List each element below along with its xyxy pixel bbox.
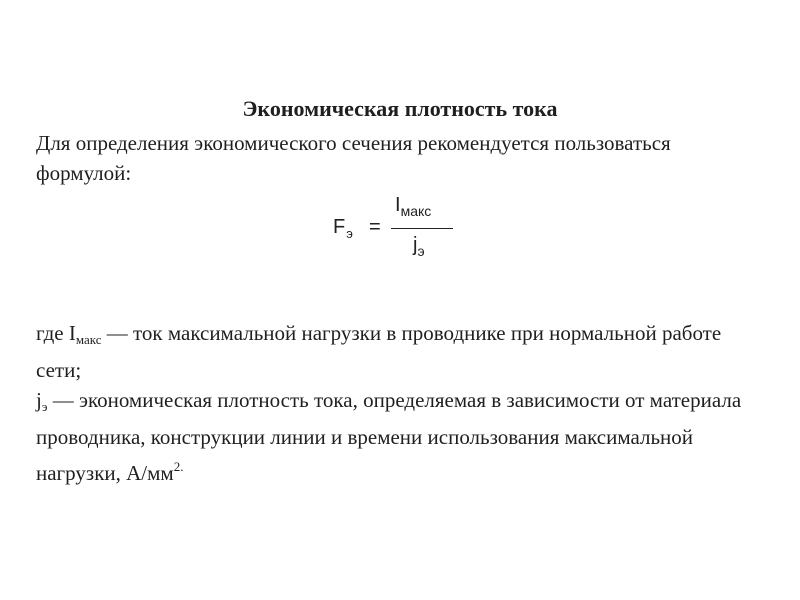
formula-numerator <box>395 194 431 217</box>
formula-lhs-symbol: F <box>333 216 346 238</box>
definition-symbol: j <box>36 388 42 412</box>
definition-imax <box>36 318 766 385</box>
definition-subscript: э <box>41 399 48 414</box>
formula <box>333 194 473 274</box>
definitions <box>36 318 766 488</box>
formula-denominator <box>413 234 425 257</box>
definition-text: — ток максимальной нагрузки в проводнике при нормальной работе сети; <box>36 321 722 382</box>
formula-lhs-subscript: э <box>346 226 353 241</box>
definition-prefix: где <box>36 321 69 345</box>
formula-lhs <box>333 216 353 239</box>
fraction-bar <box>391 228 453 229</box>
intro-text: Для определения экономического сечения рекомендуется пользоваться формулой: <box>36 131 671 185</box>
formula-denominator-subscript: э <box>417 243 425 259</box>
definition-subscript: макс <box>75 332 102 347</box>
definition-symbol: I <box>68 321 76 345</box>
formula-denominator-symbol: j <box>413 234 418 256</box>
definition-text: — экономическая плотность тока, определяемая в зависимости от материала проводника, конструкции линии и времени использования максимальной нагрузки, А/мм <box>36 388 742 485</box>
slide-title: Экономическая плотность тока <box>242 96 558 121</box>
formula-numerator-symbol: I <box>395 194 401 216</box>
formula-numerator-subscript: макс <box>400 203 432 219</box>
formula-equals: = <box>369 216 381 238</box>
definition-superscript: 2. <box>173 459 184 474</box>
definition-je <box>36 385 766 488</box>
